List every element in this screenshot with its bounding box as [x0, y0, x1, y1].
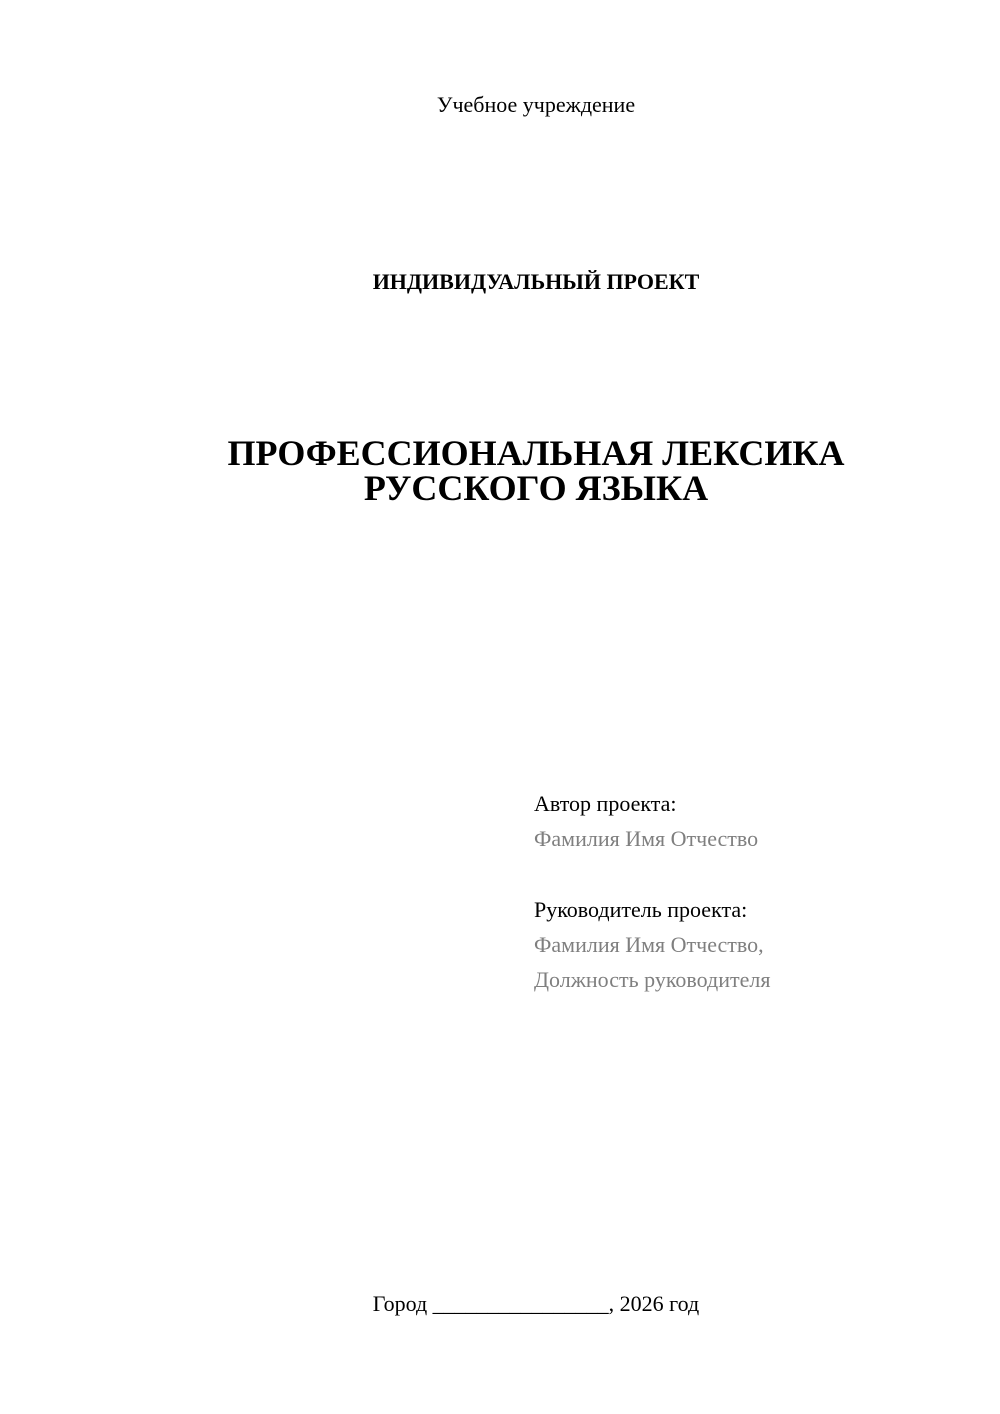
author-name: Фамилия Имя Отчество	[534, 826, 759, 851]
project-title	[0, 433, 1000, 508]
supervisor-name: Фамилия Имя Отчество,	[534, 932, 764, 957]
supervisor-position: Должность руководителя	[534, 967, 771, 992]
supervisor-label: Руководитель проекта:	[534, 897, 748, 922]
supervisor-block	[534, 892, 770, 997]
project-type-heading: ИНДИВИДУАЛЬНЫЙ ПРОЕКТ	[372, 269, 700, 294]
project-title-line-2: РУССКОГО ЯЗЫКА	[363, 468, 709, 508]
author-label: Автор проекта:	[534, 791, 677, 816]
city-year-line: Город ________________, 2026 год	[372, 1291, 700, 1316]
project-title-line-1: ПРОФЕССИОНАЛЬНАЯ ЛЕКСИКА	[227, 433, 845, 473]
author-block	[534, 786, 758, 856]
institution-name: Учебное учреждение	[436, 92, 636, 117]
